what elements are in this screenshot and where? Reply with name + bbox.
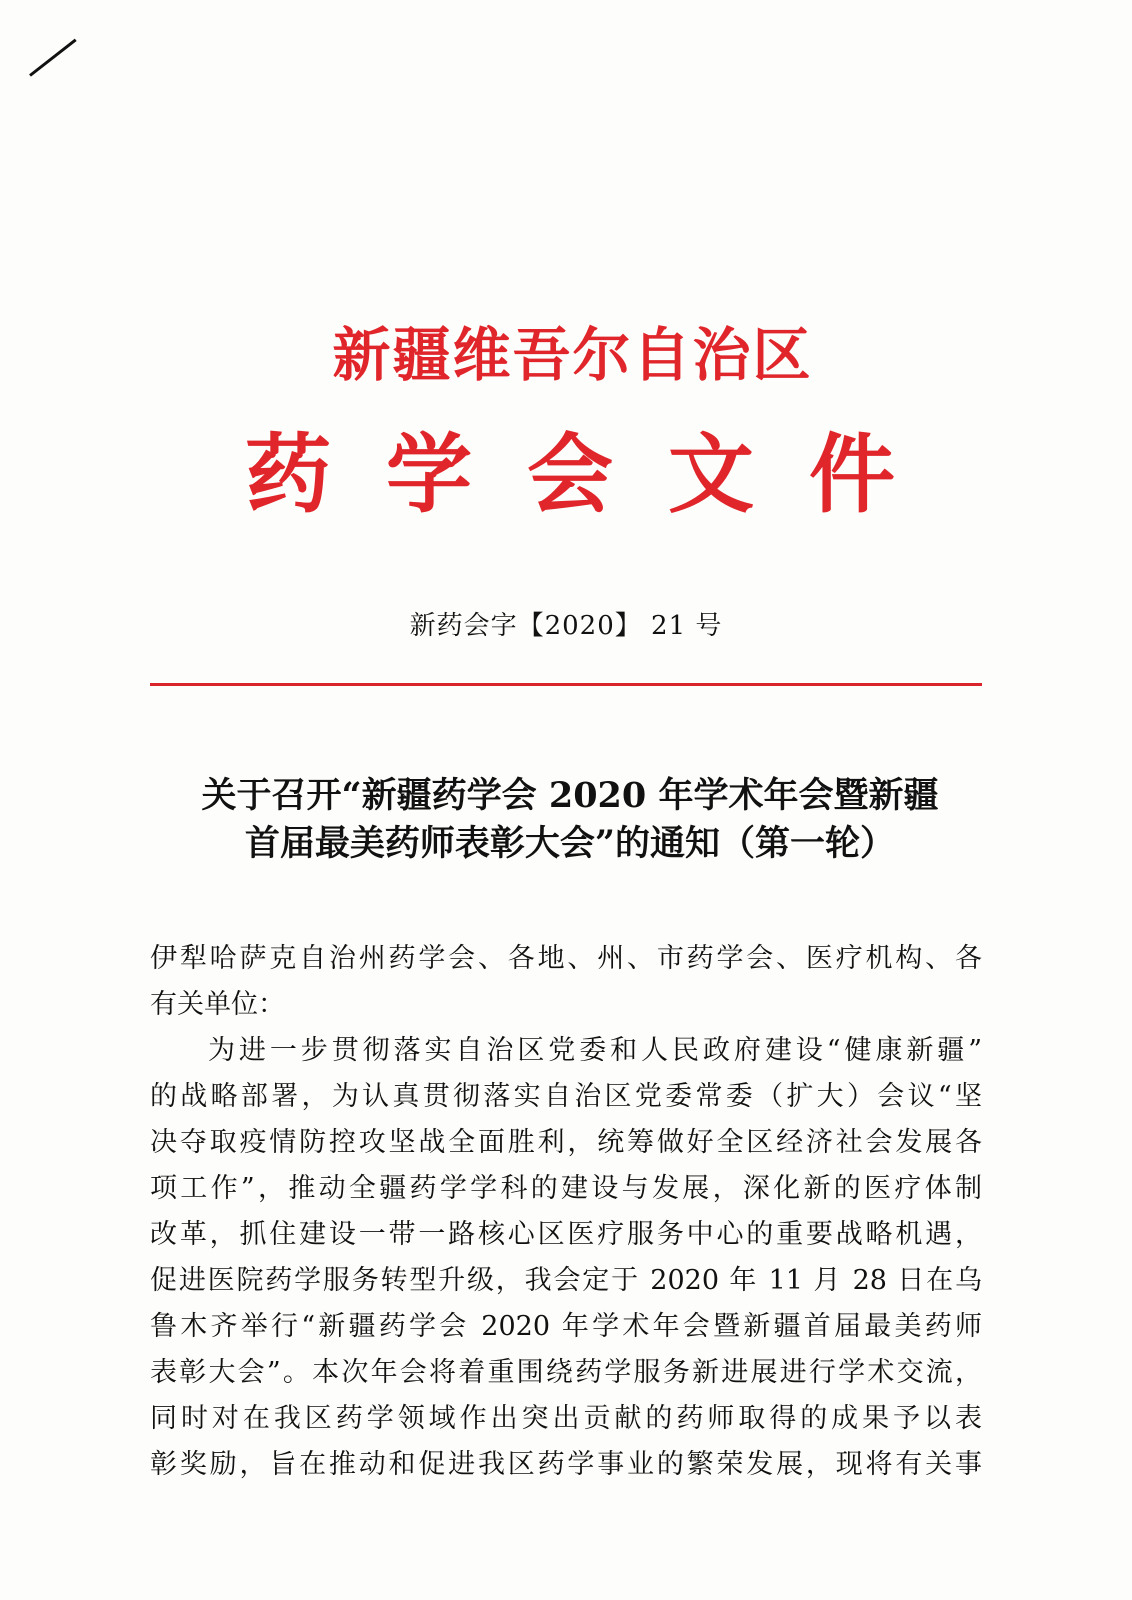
notice-title-line1: 关于召开“新疆药学会 2020 年学术年会暨新疆 (201, 775, 939, 816)
notice-title-line2: 首届最美药师表彰大会”的通知（第一轮） (244, 823, 896, 864)
body-line: 项工作”，推动全疆药学学科的建设与发展，深化新的医疗体制 (150, 1173, 982, 1204)
notice-body (150, 936, 982, 1488)
org2-char: 学 (386, 424, 472, 525)
document-number: 新药会字【2020】 21 号 (409, 611, 723, 641)
issuing-org-line1: 新疆维吾尔自治区 (332, 321, 813, 389)
body-line: 改革，抓住建设一带一路核心区医疗服务中心的重要战略机遇， (150, 1219, 982, 1250)
body-line: 彰奖励，旨在推动和促进我区药学事业的繁荣发展，现将有关事 (150, 1449, 982, 1480)
body-line: 表彰大会”。本次年会将着重围绕药学服务新进展进行学术交流， (150, 1357, 982, 1388)
body-line: 鲁木齐举行“新疆药学会 2020 年学术年会暨新疆首届最美药师 (150, 1311, 982, 1342)
red-divider (150, 683, 982, 686)
issuing-org-line2 (245, 405, 895, 529)
body-line: 同时对在我区药学领域作出突出贡献的药师取得的成果予以表 (150, 1403, 982, 1434)
body-line: 促进医院药学服务转型升级，我会定于 2020 年 11 月 28 日在乌 (150, 1265, 982, 1296)
body-line: 的战略部署，为认真贯彻落实自治区党委常委（扩大）会议“坚 (150, 1081, 982, 1112)
org2-char: 药 (245, 424, 331, 525)
body-line: 为进一步贯彻落实自治区党委和人民政府建设“健康新疆” (208, 1035, 982, 1066)
org2-char: 会 (527, 424, 613, 525)
org2-char: 文 (668, 424, 754, 525)
pen-mark (29, 39, 77, 77)
body-line: 有关单位： (150, 989, 285, 1020)
body-line: 伊犁哈萨克自治州药学会、各地、州、市药学会、医疗机构、各 (150, 943, 982, 974)
body-line: 决夺取疫情防控攻坚战全面胜利，统筹做好全区经济社会发展各 (150, 1127, 982, 1158)
org2-char: 件 (809, 424, 895, 525)
